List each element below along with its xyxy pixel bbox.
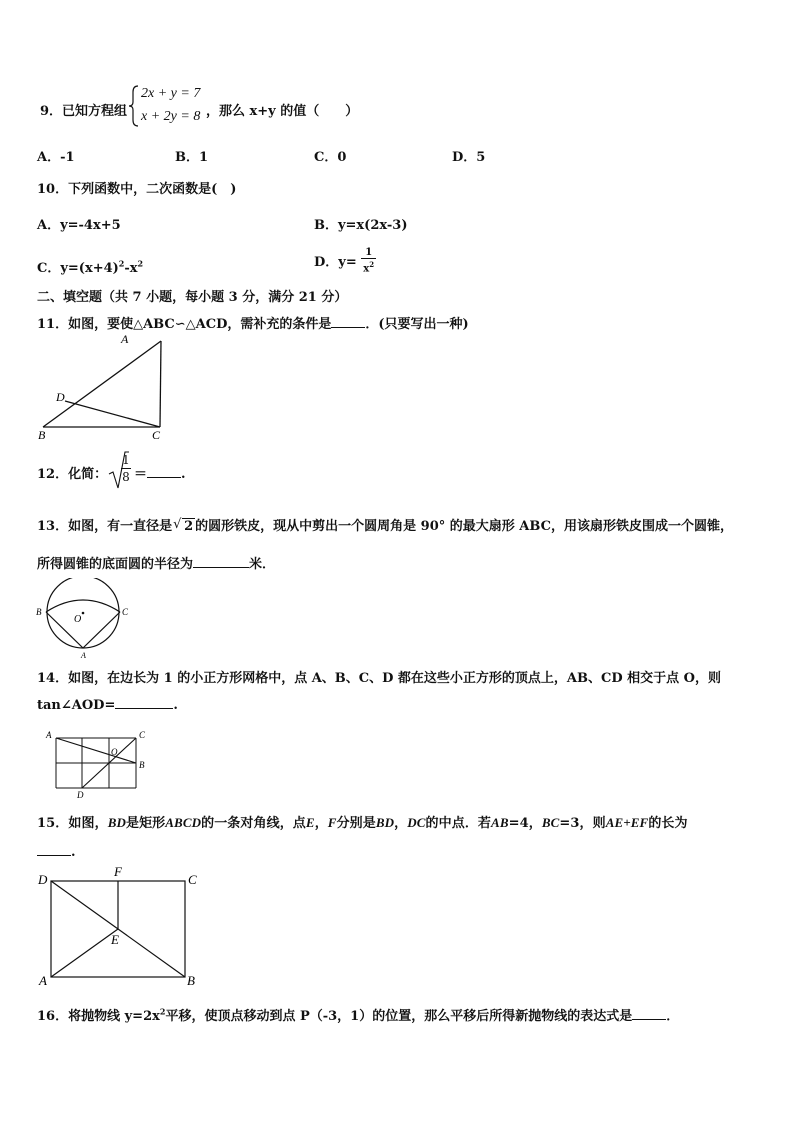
q13-sqrt: √ 2 xyxy=(173,517,194,534)
q13-arc-bc xyxy=(46,600,120,612)
q9-prefix: 已知方程组 xyxy=(62,104,128,119)
q10-option-d-fraction: $\frac{1}{x^2}$ xyxy=(363,247,375,275)
q12-fraction: 1 8 xyxy=(122,453,130,484)
q15-label-a: A xyxy=(39,973,47,988)
q12-post: ＝ . xyxy=(134,467,186,482)
q16-answer-blank xyxy=(632,1018,666,1020)
q12-pre: 12．化简： xyxy=(37,467,108,482)
q10-option-b: B．y=x(2x-3) xyxy=(314,218,408,233)
q15-stem: 15．如图，BD是矩形ABCD的一条对角线，点E，F分别是BD，DC的中点．若AB=4，BC=3，则AE+EF的长为 xyxy=(37,815,688,831)
q15-label-e: E xyxy=(111,932,119,947)
q14-label-b: B xyxy=(139,760,145,770)
q16-stem: 16．将抛物线 $y=2x^2$平移，使顶点移动到点 P（-3，1）的位置，那么平移后所得新抛物线的表达式是 ． xyxy=(37,1006,680,1024)
q14-label-o: O xyxy=(111,747,118,757)
q10-stem: 10．下列函数中，二次函数是( ) xyxy=(37,182,237,197)
q15-line2: . xyxy=(37,845,76,860)
q11-segment-dc xyxy=(65,401,160,427)
q9-stem xyxy=(40,100,127,119)
q11-side-ba xyxy=(43,341,161,427)
q15-figure xyxy=(30,864,210,990)
q9-option-a: A．-1 xyxy=(37,150,75,165)
section-2-heading: 二、填空题（共 7 小题，每小题 3 分，满分 21 分） xyxy=(37,290,348,305)
q11-label-a: A xyxy=(121,333,129,346)
q9-option-b: B．1 xyxy=(175,150,209,165)
q12-answer-blank xyxy=(147,476,181,478)
q9-option-c: C．0 xyxy=(314,150,347,165)
q13-stem: 13．如图，有一直径是 √ 2 的圆形铁皮，现从中剪出一个圆周角是 90° 的最大扇形 ABC，用该扇形铁皮围成一个圆锥， xyxy=(37,517,733,534)
q9-suffix: ，那么 x+y 的值（ ） xyxy=(206,104,359,119)
q13-line2: 所得圆锥的底面圆的半径为 米． xyxy=(37,557,276,572)
q13-figure xyxy=(34,578,134,660)
q15-label-f: F xyxy=(114,864,122,879)
q11-answer-blank xyxy=(331,326,365,328)
q13-label-b: B xyxy=(36,607,42,617)
q11-stem: 11．如图，要使△ABC∽△ACD，需补充的条件是 ．(只要写出一种) xyxy=(37,317,469,332)
q13-label-c: C xyxy=(122,607,129,617)
q14-label-c: C xyxy=(139,730,146,740)
q10-option-a: A．y=-4x+5 xyxy=(37,218,121,233)
q13-answer-blank xyxy=(193,566,249,568)
q14-grid xyxy=(56,738,136,788)
q10-option-c: C．$y=(x+4)^2-x^2$ xyxy=(37,258,144,276)
q11-label-c: C xyxy=(152,428,161,442)
q14-label-a: A xyxy=(46,730,52,740)
q14-segment-ab xyxy=(56,738,136,763)
q15-label-c: C xyxy=(188,872,197,887)
q11-side-ac xyxy=(160,341,161,427)
q14-label-d: D xyxy=(77,790,84,800)
q13-center-dot xyxy=(82,612,85,615)
q15-label-b: B xyxy=(187,973,195,988)
q11-figure xyxy=(34,333,168,443)
q14-answer-blank xyxy=(115,707,173,709)
q9-brace xyxy=(128,84,140,128)
q13-label-o: O xyxy=(74,614,82,625)
q14-figure xyxy=(40,728,150,802)
q14-line2: tan∠AOD= . xyxy=(37,698,178,713)
q9-eq2: x + 2y = 8 xyxy=(141,109,201,124)
q11-label-b: B xyxy=(38,428,46,442)
q9-number: 9． xyxy=(40,104,63,119)
q9-option-d: D．5 xyxy=(452,150,486,165)
q9-eq1: 2x + y = 7 xyxy=(141,86,201,101)
q15-segment-ae xyxy=(51,929,118,977)
q15-label-d: D xyxy=(38,872,48,887)
q10-option-d: D．y= $\frac{1}{x^2}$ xyxy=(314,247,375,275)
q15-answer-blank xyxy=(37,854,71,856)
q13-label-a: A xyxy=(81,651,86,660)
q11-label-d: D xyxy=(56,390,65,404)
q14-stem: 14．如图，在边长为 1 的小正方形网格中，点 A、B、C、D 都在这些小正方形的顶点上，AB、CD 相交于点 O，则 xyxy=(37,671,722,686)
